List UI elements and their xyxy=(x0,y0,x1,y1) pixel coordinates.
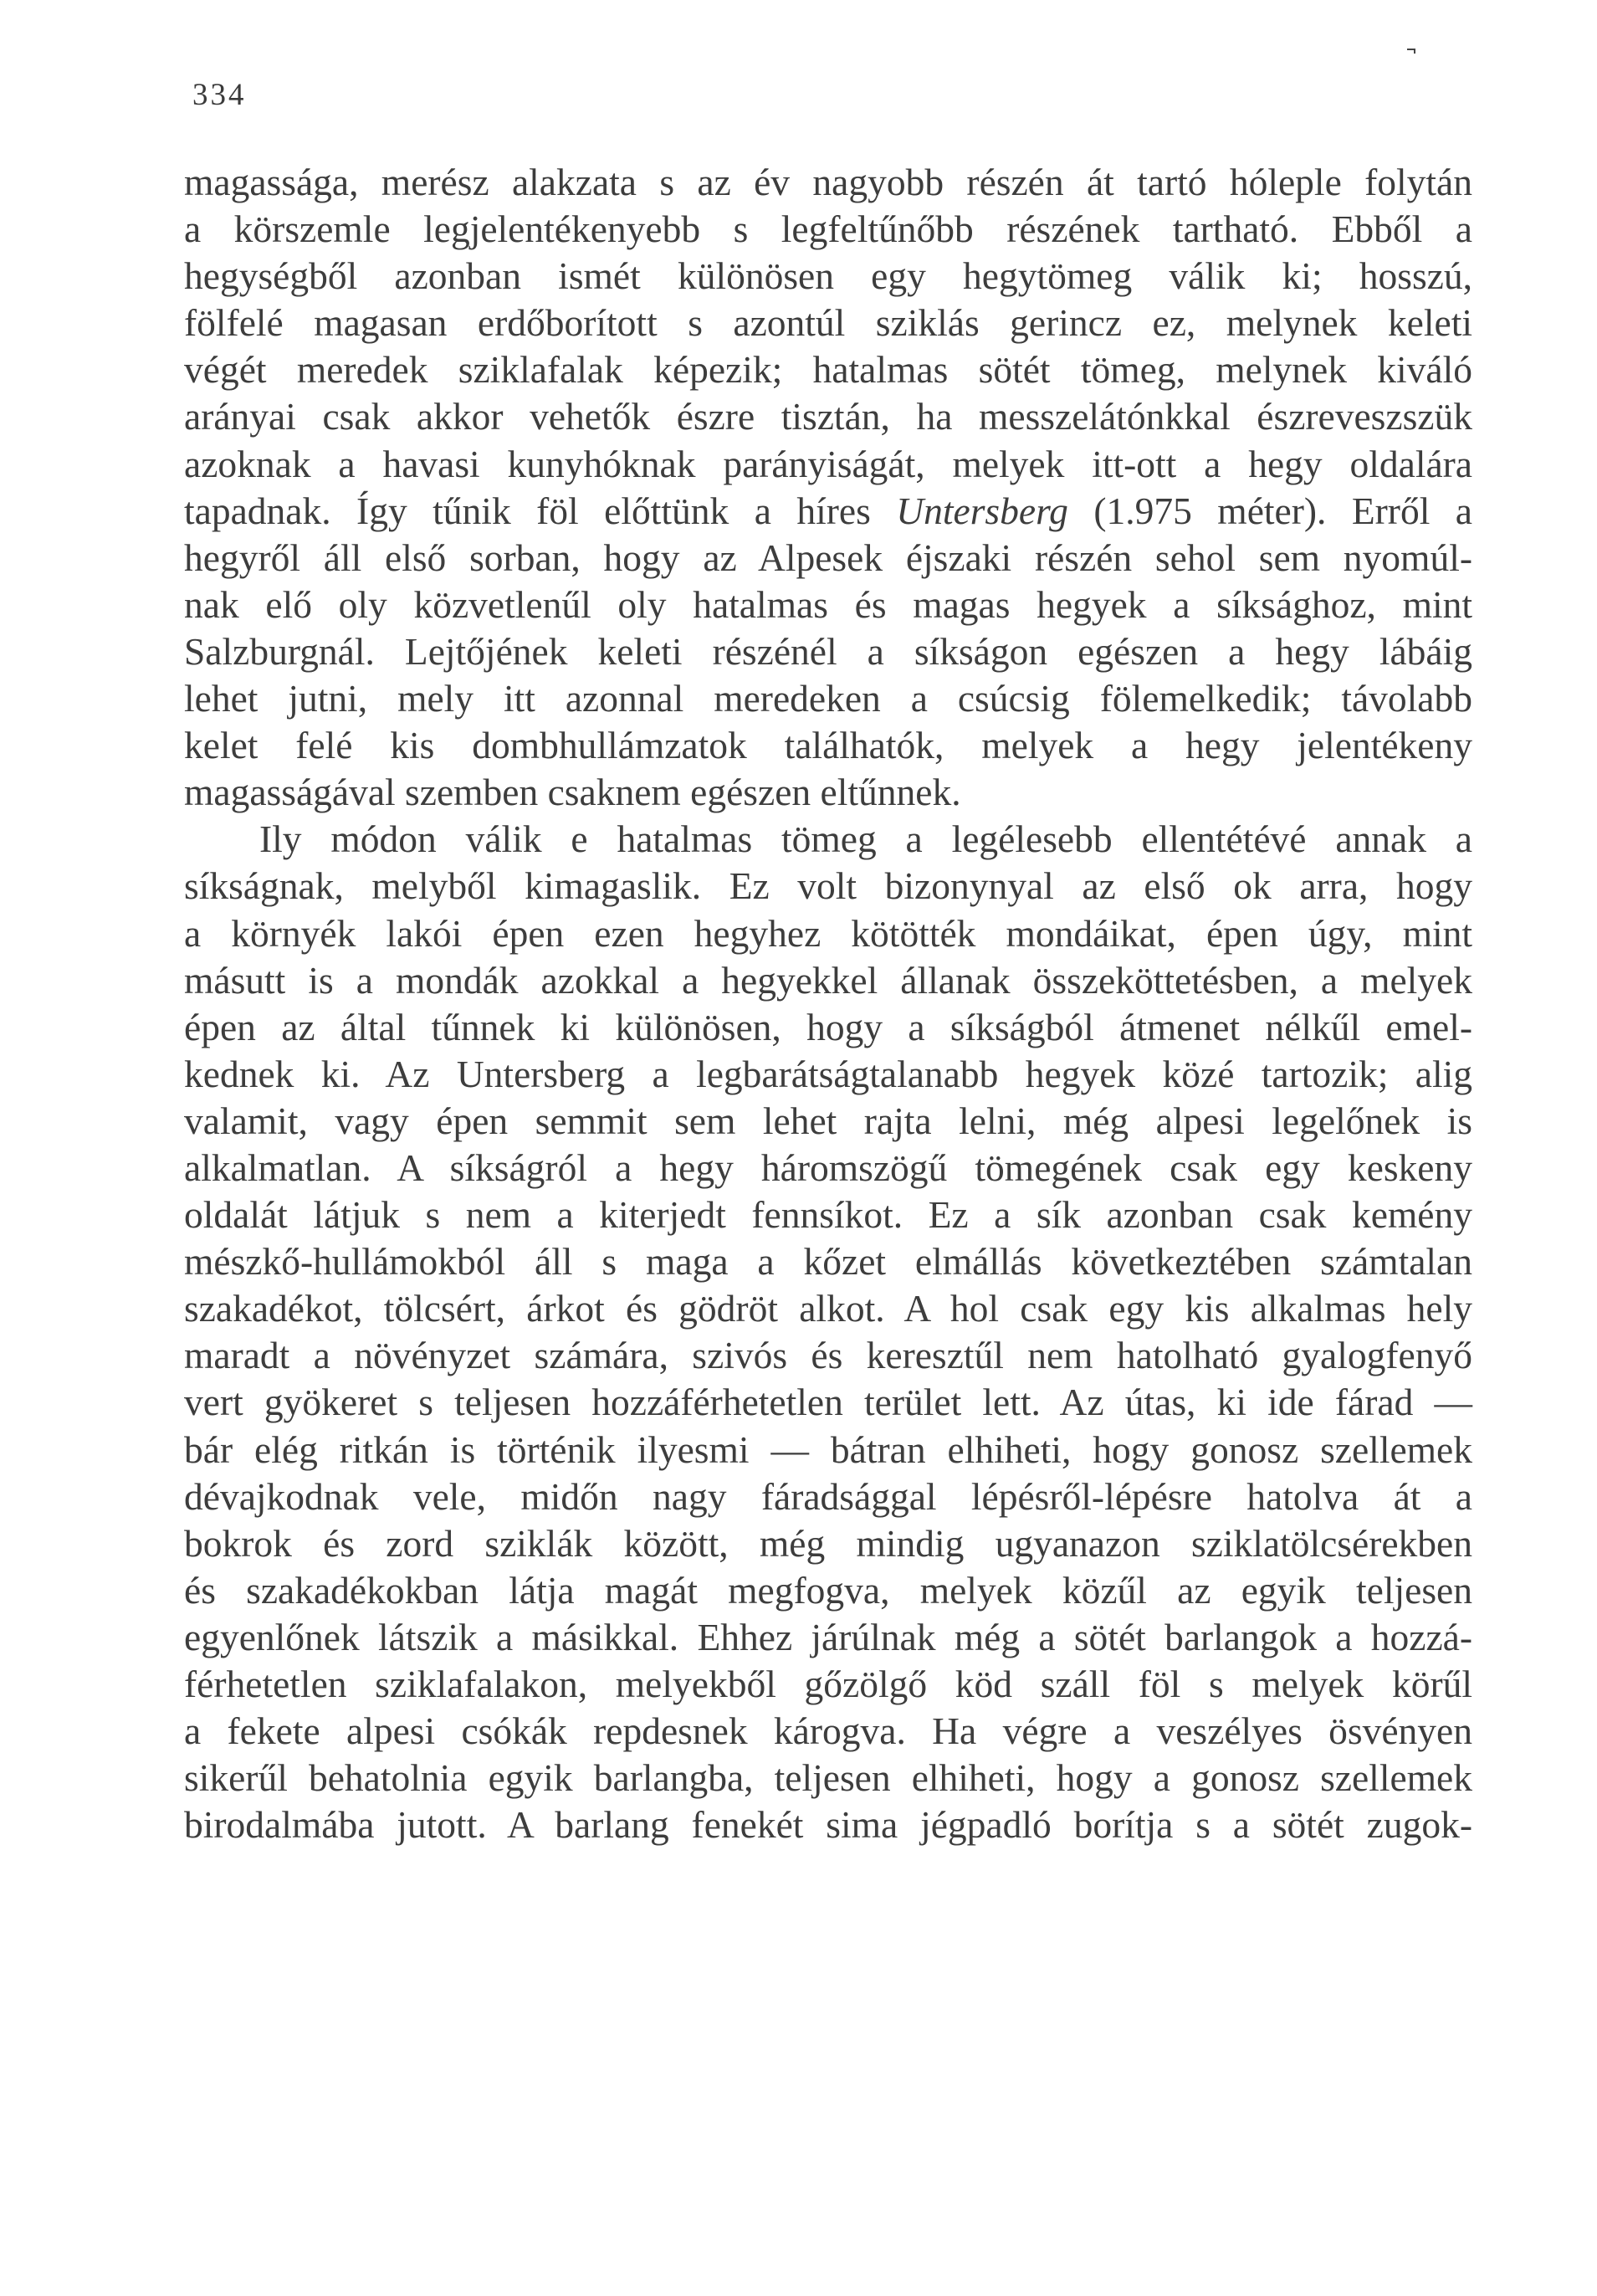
paragraph-2 xyxy=(184,816,1472,1848)
text-line: másutt is a mondák azokkal a hegyekkel állanak összeköttetésben, a melyek xyxy=(184,958,1472,1002)
text-line: mészkő-hullámokból áll s maga a kőzet elmállás következtében számtalan xyxy=(184,1240,1472,1284)
text-line: vert gyökeret s teljesen hozzáférhetetlen terület lett. Az útas, ki ide fárad — xyxy=(184,1381,1472,1424)
text-line: hegyről áll első sorban, hogy az Alpesek éjszaki részén sehol sem nyomúl- xyxy=(184,536,1472,579)
text-line: a fekete alpesi csókák repdesnek károgva. Ha végre a veszélyes ösvényen xyxy=(184,1709,1472,1753)
text-line: és szakadékokban látja magát megfogva, melyek közűl az egyik teljesen xyxy=(184,1568,1472,1612)
text-line: arányai csak akkor vehetők észre tisztán, ha messzelátónkkal észreveszszük xyxy=(184,395,1472,438)
text-line: magassága, merész alakzata s az év nagyobb részén át tartó hóleple folytán xyxy=(184,161,1472,203)
text-line: hegységből azonban ismét különösen egy hegytömeg válik ki; hosszú, xyxy=(184,254,1472,298)
text-line: férhetetlen sziklafalakon, melyekből gőzölgő köd száll föl s melyek körűl xyxy=(184,1663,1472,1705)
text-line: lehet jutni, mely itt azonnal meredeken a csúcsig fölemelkedik; távolabb xyxy=(184,677,1472,720)
text-segment: tapadnak. Így tűnik föl előttünk a híres xyxy=(184,489,897,532)
text-line: bokrok és zord sziklák között, még mindig ugyanazon sziklatölcsérekben xyxy=(184,1521,1472,1565)
text-line: nak elő oly közvetlenűl oly hatalmas és magas hegyek a síksághoz, mint xyxy=(184,582,1472,626)
text-line: a környék lakói épen ezen hegyhez kötötték mondáikat, épen úgy, mint xyxy=(184,911,1472,955)
text-line-untersberg xyxy=(184,488,1472,535)
text-line: egyenlőnek látszik a másikkal. Ehhez járúlnak még a sötét barlangok a hozzá- xyxy=(184,1615,1472,1658)
page-number: 334 xyxy=(192,78,247,112)
corner-mark xyxy=(1407,49,1415,54)
text-line: dévajkodnak vele, midőn nagy fáradsággal lépésről-lépésre hatolva át a xyxy=(184,1474,1472,1518)
place-name-italic: Untersberg xyxy=(896,489,1068,532)
text-line: azoknak a havasi kunyhóknak parányiságát, melyek itt-ott a hegy oldalára xyxy=(184,442,1472,485)
text-line: sikerűl behatolnia egyik barlangba, teljesen elhiheti, hogy a gonosz szellemek xyxy=(184,1756,1472,1800)
text-line: bár elég ritkán is történik ilyesmi — bátran elhiheti, hogy gonosz szellemek xyxy=(184,1427,1472,1471)
text-line: birodalmába jutott. A barlang fenekét sima jégpadló borítja s a sötét zugok- xyxy=(184,1803,1472,1847)
text-line: Salzburgnál. Lejtőjének keleti részénél a síkságon egészen a hegy lábáig xyxy=(184,629,1472,673)
paragraph-1 xyxy=(184,159,1472,816)
text-line: síkságnak, melyből kimagaslik. Ez volt bizonynyal az első ok arra, hogy xyxy=(184,864,1472,908)
text-line: szakadékot, tölcsért, árkot és gödröt alkot. A hol csak egy kis alkalmas hely xyxy=(184,1287,1472,1330)
text-line: valamit, vagy épen semmit sem lehet rajta lelni, még alpesi legelőnek is xyxy=(184,1099,1472,1142)
text-line: kelet felé kis dombhullámzatok találhatók, melyek a hegy jelentékeny xyxy=(184,724,1472,767)
text-line: oldalát látjuk s nem a kiterjedt fennsíkot. Ez a sík azonban csak kemény xyxy=(184,1193,1472,1237)
text-line: a körszemle legjelentékenyebb s legfeltűnőbb részének tartható. Ebből a xyxy=(184,208,1472,251)
body-text xyxy=(184,159,1472,1848)
text-segment: (1.975 méter). Erről a xyxy=(1067,489,1472,532)
text-line: magasságával szemben csaknem egészen eltűnnek. xyxy=(184,771,961,814)
text-line: Ily módon válik e hatalmas tömeg a legélesebb ellentétévé annak a xyxy=(259,817,1472,861)
text-line: fölfelé magasan erdőborított s azontúl sziklás gerincz ez, melynek keleti xyxy=(184,301,1472,345)
text-line: épen az által tűnnek ki különösen, hogy a síkságból átmenet nélkűl emel- xyxy=(184,1005,1472,1048)
text-line: alkalmatlan. A síkságról a hegy háromszögű tömegének csak egy keskeny xyxy=(184,1145,1472,1189)
text-line: kednek ki. Az Untersberg a legbarátságtalanabb hegyek közé tartozik; alig xyxy=(184,1052,1472,1095)
text-line: végét meredek sziklafalak képezik; hatalmas sötét tömeg, melynek kiváló xyxy=(184,348,1472,392)
text-line: maradt a növényzet számára, szivós és keresztűl nem hatolható gyalogfenyő xyxy=(184,1334,1472,1377)
